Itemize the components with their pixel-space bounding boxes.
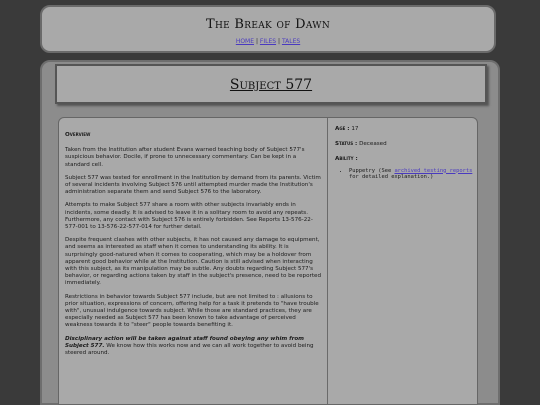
- overview-warning-paragraph: [65, 336, 321, 358]
- nav-separator: |: [277, 38, 281, 45]
- subject-title-box: [55, 64, 487, 104]
- overview-paragraph: Restrictions in behavior towards Subject 577 include, but are not limited to : allusions to prior situation, expressions of concern, offering help for a task it pretends to "have trouble with", unusual indulgence towards subject. While those are standard practices, they are especially needed as Subject 577 has been known to take advantage of perceived weakness towards it to "steer" people towards benefiting it.: [65, 293, 319, 329]
- ability-row: [335, 156, 475, 180]
- overview-paragraph: Attempts to make Subject 577 share a room with other subjects invariably ends in incidents, some deadly. It is advised to leave it in a solitary room to avoid any repeats. Furthermore, any contact with Subject 576 is entirely forbidden. See Reports 13-576-22-577-001 to 13-576-22-577-014 for further detail.: [65, 202, 313, 231]
- nav-files-link[interactable]: FILES: [259, 38, 277, 45]
- site-title: The Break of Dawn: [205, 17, 330, 32]
- status-label: Status :: [335, 141, 358, 148]
- page-title: Subject 577: [229, 77, 313, 93]
- ability-list: [335, 168, 475, 181]
- nav-tales-link[interactable]: TALES: [281, 38, 301, 45]
- nav-separator: |: [255, 38, 258, 45]
- age-row: [335, 126, 475, 133]
- overview-paragraph: Despite frequent clashes with other subjects, it has not caused any damage to equipment, and seems as interested as staff when it comes to understanding its ability. It is surprisingly good-natured when it comes to cooperating, which may be a holdover from apparent good behavior while at the Institution. Caution is still advised when interacting with this subject, as its manipulation may be subtle. Any doubts regarding Subject 577's behavior, or regarding actions taken by staff in the subject's presence, need to be reported immediately.: [65, 237, 322, 287]
- overview-paragraph: Taken from the Institution after student Evans warned teaching body of Subject 577's suspicious behavior. Docile, if prone to unnecessary commentary. Can be kept in a standard cell.: [65, 147, 305, 168]
- status-row: [335, 141, 475, 148]
- ability-item-suffix: for detailed explanation.): [349, 174, 434, 181]
- overview-paragraph: Subject 577 was tested for enrollment in the Institution by demand from its parents. Victim of several incidents involving Subject 576 until attempted murder made the Institution's administration separate them and send Subject 576 to the laboratory.: [65, 174, 321, 196]
- warning-bold-text: Disciplinary action will be taken against staff found obeying any whim from Subject 577.: [65, 335, 305, 349]
- site-header: [40, 5, 496, 53]
- overview-section: [65, 126, 321, 363]
- content-card: [58, 117, 478, 405]
- warning-rest-text: We know how this works now and we can all work together to avoid being steered around.: [65, 342, 314, 357]
- age-label: Age :: [335, 126, 350, 132]
- age-value: 17: [351, 126, 359, 132]
- status-value: Deceased: [359, 141, 387, 148]
- ability-label: Ability :: [335, 156, 358, 163]
- archived-reports-link[interactable]: archived testing reports: [394, 167, 473, 174]
- ability-item-prefix: Puppetry (See: [349, 167, 395, 174]
- info-section: [335, 126, 475, 188]
- site-nav: [42, 38, 494, 45]
- column-divider: [327, 118, 328, 404]
- overview-heading: Overview: [65, 132, 91, 138]
- nav-home-link[interactable]: HOME: [235, 38, 255, 45]
- ability-item: [349, 168, 475, 181]
